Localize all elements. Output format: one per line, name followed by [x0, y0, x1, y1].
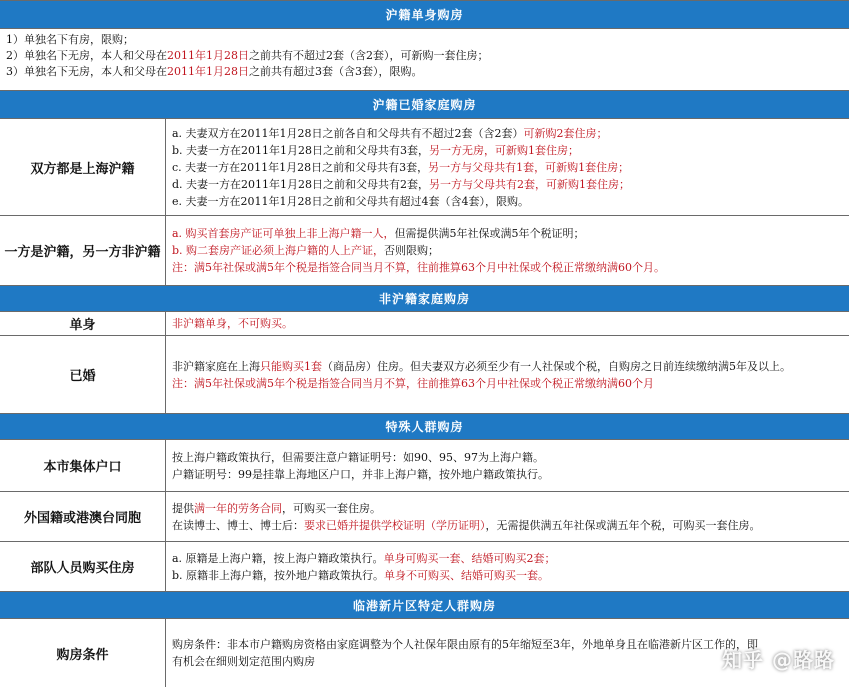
row-one-local — [0, 216, 849, 286]
watermark: 知乎 @路路 — [722, 648, 835, 672]
rule-line: 1）单独名下有房，限购； — [6, 33, 134, 46]
row-collective-hukou — [0, 440, 849, 492]
row-army — [0, 542, 849, 592]
section-header-local-single: 沪籍单身购房 — [0, 1, 849, 29]
row-label: 购房条件 — [0, 619, 166, 687]
row-label: 已婚 — [0, 336, 166, 413]
section-header-nonlocal: 非沪籍家庭购房 — [0, 286, 849, 312]
row-content: 提供满一年的劳务合同，可购买一套住房。 在读博士、博士、博士后：要求已婚并提供学校证明（学历证明），无需提供满五年社保或满五年个税，可购买一套住房。 — [172, 501, 761, 532]
row-label: 双方都是上海沪籍 — [0, 119, 166, 215]
row-content: 非沪籍单身，不可购买。 — [172, 317, 293, 330]
row-label: 一方是沪籍，另一方非沪籍 — [0, 216, 166, 285]
row-label: 单身 — [0, 312, 166, 335]
row-nonlocal-married — [0, 336, 849, 414]
row-content: a. 购买首套房产证可单独上非上海户籍一人，但需提供满5年社保或满5年个税证明； b. 购二套房产证必须上海户籍的人上产证，否则限购； 注：满5年社保或满5年个税是指签合同当月不算，往前推算63个月中社保或个税正常缴纳满60个月。 — [172, 227, 665, 274]
row-label: 部队人员购买住房 — [0, 542, 166, 591]
rule-line: 2）单独名下无房，本人和父母在2011年1月28日之前共有不超过2套（含2套），可新购一套住房； — [6, 49, 489, 62]
row-content: 购房条件：非本市户籍购房资格由家庭调整为个人社保年限由原有的5年缩短至3年，外地单身且在临港新片区工作的，即 有机会在细则划定范围内购房 — [172, 638, 758, 668]
row-label: 外国籍或港澳台同胞 — [0, 492, 166, 541]
row-content: a. 原籍是上海户籍，按上海户籍政策执行。单身可购买一套、结婚可购买2套； b. 原籍非上海户籍，按外地户籍政策执行。单身不可购买、结婚可购买一套。 — [172, 551, 556, 582]
row-both-local — [0, 119, 849, 216]
section-header-local-married: 沪籍已婚家庭购房 — [0, 91, 849, 119]
section-header-special: 特殊人群购房 — [0, 414, 849, 440]
row-content: 按上海户籍政策执行，但需要注意户籍证明号：如90、95、97为上海户籍。 户籍证明号：99是挂靠上海地区户口，并非上海户籍，按外地户籍政策执行。 — [172, 450, 549, 481]
row-foreign — [0, 492, 849, 542]
local-single-rules — [0, 29, 849, 91]
row-nonlocal-single — [0, 312, 849, 336]
row-content: a. 夫妻双方在2011年1月28日之前各自和父母共有不超过2套（含2套）可新购2套住房； b. 夫妻一方在2011年1月28日之前和父母共有3套，另一方无房，可新购1套住房； c. 夫妻一方在2011年1月28日之前和父母共有3套，另一方与父母共有1套，可新购1套住房； d. 夫妻一方在2011年1月28日之前和父母共有2套，另一方与父母共有2套，可新购1套住房； e. 夫妻一方在2011年1月28日之前和父母共有超过4套（含4套），限购。 — [172, 126, 631, 208]
row-label: 本市集体户口 — [0, 440, 166, 491]
section-header-lingang: 临港新片区特定人群购房 — [0, 592, 849, 619]
row-content: 非沪籍家庭在上海只能购买1套（商品房）住房。但夫妻双方必须至少有一人社保或个税，自购房之日前连续缴纳满5年及以上。 注：满5年社保或满5年个税是指签合同当月不算，往前推算63个月中社保或个税正常缴纳满60个月 — [172, 359, 791, 390]
rule-line: 3）单独名下无房，本人和父母在2011年1月28日之前共有超过3套（含3套），限购。 — [6, 65, 423, 78]
